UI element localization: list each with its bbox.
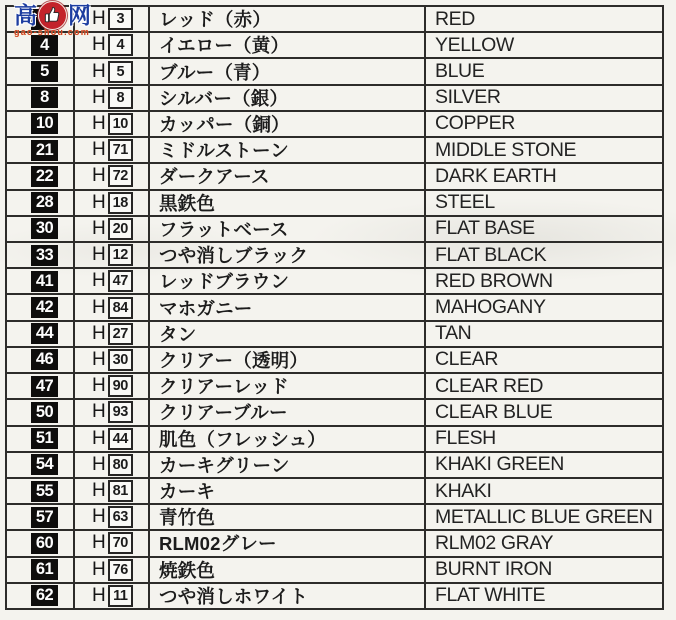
english-name-cell <box>426 7 662 31</box>
color-number-badge: 28 <box>31 192 58 213</box>
h-prefix: H <box>92 532 106 554</box>
en-name: RED BROWN <box>435 269 553 292</box>
h-prefix: H <box>92 375 106 397</box>
table-row <box>7 191 662 217</box>
h-prefix: H <box>92 60 106 82</box>
color-number-badge: 10 <box>31 113 58 134</box>
color-number-badge: 46 <box>31 349 58 370</box>
jp-name: 青竹色 <box>159 507 216 529</box>
table-row <box>7 479 662 505</box>
table-row <box>7 348 662 374</box>
h-prefix: H <box>92 34 106 56</box>
h-code-cell <box>75 374 150 398</box>
color-number-cell <box>7 427 75 451</box>
h-prefix: H <box>92 427 106 449</box>
h-prefix: H <box>92 112 106 134</box>
watermark-kanji-left: 高 <box>14 1 37 28</box>
h-number-box: 93 <box>108 401 133 423</box>
english-name-cell <box>426 374 662 398</box>
english-name-cell <box>426 505 662 529</box>
h-number-box: 47 <box>108 270 133 292</box>
h-number-box: 63 <box>108 506 133 528</box>
table-row <box>7 374 662 400</box>
japanese-name-cell <box>150 427 426 451</box>
color-number-cell <box>7 584 75 608</box>
h-code-cell <box>75 191 150 215</box>
english-name-cell <box>426 531 662 555</box>
color-number-cell <box>7 374 75 398</box>
en-name: CLEAR <box>435 348 499 371</box>
english-name-cell <box>426 295 662 319</box>
table-row <box>7 322 662 348</box>
table-row <box>7 86 662 112</box>
japanese-name-cell <box>150 7 426 31</box>
en-name: SILVER <box>435 86 501 109</box>
color-number-cell <box>7 479 75 503</box>
h-number-box: 11 <box>108 585 133 607</box>
h-code-cell <box>75 322 150 346</box>
color-number-cell <box>7 269 75 293</box>
en-name: RED <box>435 7 475 30</box>
color-number-cell <box>7 217 75 241</box>
h-code-cell <box>75 427 150 451</box>
en-name: BURNT IRON <box>435 558 552 581</box>
english-name-cell <box>426 348 662 372</box>
jp-name: RLM02グレー <box>159 533 277 555</box>
en-name: FLESH <box>435 427 496 450</box>
en-name: KHAKI GREEN <box>435 453 564 476</box>
h-prefix: H <box>92 322 106 344</box>
h-code-cell <box>75 348 150 372</box>
japanese-name-cell <box>150 453 426 477</box>
english-name-cell <box>426 558 662 582</box>
english-name-cell <box>426 33 662 57</box>
h-number-box: 84 <box>108 297 133 319</box>
table-row <box>7 427 662 453</box>
table-row <box>7 558 662 584</box>
h-number-box: 12 <box>108 244 133 266</box>
color-number-cell <box>7 59 75 83</box>
watermark-kanji-right: 网 <box>68 1 91 28</box>
h-prefix: H <box>92 296 106 318</box>
color-number-cell <box>7 400 75 424</box>
japanese-name-cell <box>150 400 426 424</box>
table-row <box>7 243 662 269</box>
jp-name: フラットベース <box>159 218 289 240</box>
color-number-badge: 8 <box>31 87 58 108</box>
en-name: COPPER <box>435 112 515 135</box>
watermark-logo-line <box>14 2 124 28</box>
japanese-name-cell <box>150 112 426 136</box>
jp-name: ミドルストーン <box>159 140 289 162</box>
color-number-cell <box>7 295 75 319</box>
color-number-badge: 42 <box>31 297 58 318</box>
h-code-cell <box>75 453 150 477</box>
color-number-cell <box>7 453 75 477</box>
h-number-box: 27 <box>108 323 133 345</box>
h-number-box: 81 <box>108 480 133 502</box>
english-name-cell <box>426 453 662 477</box>
color-number-cell <box>7 138 75 162</box>
table-row <box>7 164 662 190</box>
english-name-cell <box>426 59 662 83</box>
color-number-badge: 55 <box>31 481 58 502</box>
h-number-box: 5 <box>108 61 133 83</box>
jp-name: クリアーレッド <box>159 376 289 398</box>
color-number-badge: 62 <box>31 585 58 606</box>
english-name-cell <box>426 86 662 110</box>
color-number-badge: 30 <box>31 218 58 239</box>
jp-name: ダークアース <box>159 166 270 188</box>
h-prefix: H <box>92 584 106 606</box>
japanese-name-cell <box>150 531 426 555</box>
japanese-name-cell <box>150 86 426 110</box>
jp-name: レッドブラウン <box>159 271 290 293</box>
english-name-cell <box>426 322 662 346</box>
h-number-box: 3 <box>108 8 133 30</box>
h-number-box: 76 <box>108 559 133 581</box>
color-number-cell <box>7 86 75 110</box>
watermark-logo <box>14 2 124 37</box>
table-row <box>7 138 662 164</box>
color-number-badge: 47 <box>31 376 58 397</box>
japanese-name-cell <box>150 243 426 267</box>
jp-name: カッパー（銅） <box>159 113 290 135</box>
jp-name: シルバー（銀） <box>159 87 289 109</box>
color-number-badge: 22 <box>31 166 58 187</box>
h-code-cell <box>75 505 150 529</box>
color-number-badge: 4 <box>31 35 58 56</box>
h-number-box: 80 <box>108 454 133 476</box>
english-name-cell <box>426 400 662 424</box>
h-code-cell <box>75 217 150 241</box>
color-number-badge: 44 <box>31 323 58 344</box>
color-number-cell <box>7 558 75 582</box>
japanese-name-cell <box>150 505 426 529</box>
h-code-cell <box>75 243 150 267</box>
h-number-box: 20 <box>108 218 133 240</box>
jp-name: クリアー（透明） <box>159 349 309 371</box>
japanese-name-cell <box>150 164 426 188</box>
h-code-cell <box>75 269 150 293</box>
table-row <box>7 584 662 608</box>
h-number-box: 71 <box>108 139 133 161</box>
h-prefix: H <box>92 270 106 292</box>
color-table <box>5 1 664 610</box>
h-prefix: H <box>92 139 106 161</box>
table-row <box>7 505 662 531</box>
japanese-name-cell <box>150 584 426 608</box>
table-row <box>7 453 662 479</box>
english-name-cell <box>426 138 662 162</box>
jp-name: レッド（赤） <box>159 9 272 31</box>
english-name-cell <box>426 584 662 608</box>
h-number-box: 8 <box>108 87 133 109</box>
en-name: YELLOW <box>435 33 514 56</box>
color-number-badge: 60 <box>31 533 58 554</box>
en-name: RLM02 GRAY <box>435 531 554 554</box>
jp-name: イエロー（黄） <box>159 35 290 57</box>
h-number-box: 44 <box>108 428 133 450</box>
en-name: CLEAR BLUE <box>435 400 553 423</box>
jp-name: 焼鉄色 <box>159 559 216 581</box>
thumbs-up-icon <box>38 1 67 30</box>
h-prefix: H <box>92 8 106 30</box>
h-code-cell <box>75 59 150 83</box>
h-prefix: H <box>92 244 106 266</box>
jp-name: 黒鉄色 <box>159 192 216 214</box>
h-code-cell <box>75 138 150 162</box>
jp-name: つや消しブラック <box>159 245 309 267</box>
en-name: MAHOGANY <box>435 296 546 319</box>
japanese-name-cell <box>150 348 426 372</box>
table-row <box>7 400 662 426</box>
english-name-cell <box>426 243 662 267</box>
en-name: FLAT WHITE <box>435 584 546 607</box>
h-number-box: 30 <box>108 349 133 371</box>
japanese-name-cell <box>150 217 426 241</box>
h-number-box: 4 <box>108 34 133 56</box>
h-prefix: H <box>92 348 106 370</box>
english-name-cell <box>426 112 662 136</box>
english-name-cell <box>426 427 662 451</box>
color-number-badge: 61 <box>31 559 58 580</box>
watermark-url: gao-shou.com <box>14 27 90 37</box>
en-name: MIDDLE STONE <box>435 138 577 161</box>
h-code-cell <box>75 479 150 503</box>
color-number-badge: 50 <box>31 402 58 423</box>
english-name-cell <box>426 164 662 188</box>
h-code-cell <box>75 112 150 136</box>
japanese-name-cell <box>150 479 426 503</box>
en-name: TAN <box>435 322 472 345</box>
h-number-box: 70 <box>108 532 133 554</box>
h-code-cell <box>75 558 150 582</box>
en-name: CLEAR RED <box>435 374 544 397</box>
h-code-cell <box>75 584 150 608</box>
en-name: FLAT BASE <box>435 217 535 240</box>
h-prefix: H <box>92 558 106 580</box>
japanese-name-cell <box>150 59 426 83</box>
color-number-badge: 57 <box>31 507 58 528</box>
color-number-cell <box>7 164 75 188</box>
h-prefix: H <box>92 401 106 423</box>
table-row <box>7 531 662 557</box>
color-number-cell <box>7 191 75 215</box>
h-code-cell <box>75 400 150 424</box>
table-row <box>7 112 662 138</box>
table-row <box>7 59 662 85</box>
h-prefix: H <box>92 453 106 475</box>
color-number-cell <box>7 322 75 346</box>
h-code-cell <box>75 295 150 319</box>
jp-name: ブルー（青） <box>159 61 271 83</box>
japanese-name-cell <box>150 295 426 319</box>
japanese-name-cell <box>150 138 426 162</box>
h-prefix: H <box>92 165 106 187</box>
h-number-box: 10 <box>108 113 133 135</box>
color-number-badge: 33 <box>31 245 58 266</box>
en-name: KHAKI <box>435 479 492 502</box>
h-prefix: H <box>92 217 106 239</box>
english-name-cell <box>426 191 662 215</box>
jp-name: カーキグリーン <box>159 454 290 476</box>
jp-name: クリアーブルー <box>159 402 288 424</box>
japanese-name-cell <box>150 558 426 582</box>
h-code-cell <box>75 86 150 110</box>
h-prefix: H <box>92 191 106 213</box>
color-number-badge: 21 <box>31 140 58 161</box>
table-row <box>7 217 662 243</box>
color-number-cell <box>7 348 75 372</box>
en-name: DARK EARTH <box>435 164 557 187</box>
japanese-name-cell <box>150 374 426 398</box>
color-number-badge: 5 <box>31 61 58 82</box>
jp-name: 肌色（フレッシュ） <box>159 428 327 450</box>
color-number-cell <box>7 531 75 555</box>
h-code-cell <box>75 164 150 188</box>
color-number-cell <box>7 505 75 529</box>
japanese-name-cell <box>150 322 426 346</box>
en-name: FLAT BLACK <box>435 243 547 266</box>
english-name-cell <box>426 479 662 503</box>
english-name-cell <box>426 217 662 241</box>
h-prefix: H <box>92 86 106 108</box>
color-number-cell <box>7 112 75 136</box>
color-number-cell <box>7 243 75 267</box>
english-name-cell <box>426 269 662 293</box>
h-code-cell <box>75 531 150 555</box>
color-number-badge: 41 <box>31 271 58 292</box>
japanese-name-cell <box>150 269 426 293</box>
h-prefix: H <box>92 480 106 502</box>
jp-name: つや消しホワイト <box>159 585 309 607</box>
h-number-box: 18 <box>108 192 133 214</box>
jp-name: マホガニー <box>159 297 253 319</box>
en-name: METALLIC BLUE GREEN <box>435 505 653 528</box>
japanese-name-cell <box>150 191 426 215</box>
h-prefix: H <box>92 506 106 528</box>
en-name: BLUE <box>435 60 485 83</box>
h-number-box: 72 <box>108 165 133 187</box>
color-number-badge: 51 <box>31 428 58 449</box>
japanese-name-cell <box>150 33 426 57</box>
table-row <box>7 269 662 295</box>
h-number-box: 90 <box>108 375 133 397</box>
jp-name: タン <box>159 323 197 345</box>
en-name: STEEL <box>435 191 495 214</box>
jp-name: カーキ <box>159 481 216 503</box>
color-number-badge: 54 <box>31 454 58 475</box>
table-row <box>7 295 662 321</box>
table-row <box>7 33 662 59</box>
